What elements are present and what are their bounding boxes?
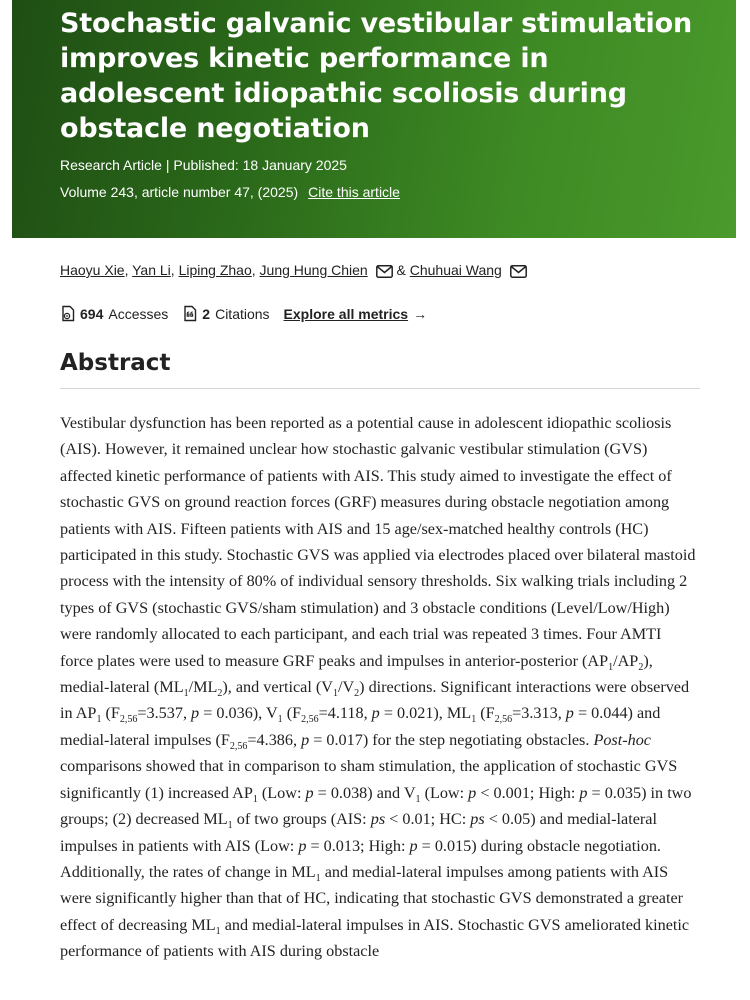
author-link[interactable]: Jung Hung Chien — [259, 262, 368, 278]
article-title: Stochastic galvanic vestibular stimulation improves kinetic performance in adolescent idiopathic scoliosis during obstacle negotiation — [60, 8, 692, 144]
citations-icon — [182, 305, 198, 322]
article-type: Research Article — [60, 157, 162, 173]
accesses-label: Accesses — [108, 305, 169, 322]
citations-label: Citations — [215, 305, 270, 322]
cite-article-link[interactable]: Cite this article — [308, 184, 400, 200]
author-link[interactable]: Liping Zhao — [178, 262, 252, 278]
arrow-right-icon[interactable]: → — [413, 305, 428, 322]
author-link[interactable]: Chuhuai Wang — [409, 262, 502, 278]
author-list: Haoyu Xie, Yan Li, Liping Zhao, Jung Hung Chien & Chuhuai Wang — [60, 262, 527, 278]
author-link[interactable]: Haoyu Xie — [60, 262, 125, 278]
accesses-count: 694 — [80, 305, 104, 322]
author-link[interactable]: Yan Li — [132, 262, 171, 278]
meta-separator: | — [165, 157, 174, 173]
explore-metrics-link[interactable]: Explore all metrics — [283, 305, 409, 322]
abstract-heading: Abstract — [60, 350, 171, 376]
accesses-icon — [60, 305, 76, 322]
article-meta — [60, 157, 347, 173]
published-date: Published: 18 January 2025 — [173, 157, 347, 173]
article-metrics — [60, 305, 427, 322]
article-header — [12, 0, 736, 238]
email-icon[interactable] — [510, 265, 527, 278]
citations-count: 2 — [202, 305, 211, 322]
abstract-text: Vestibular dysfunction has been reported as a potential cause in adolescent idiopathic scoliosis (AIS). However, it remained unclear how stochastic galvanic vestibular stimulation (GVS) affected kinetic performance of patients with AIS. This study aimed to investigate the effect of stochastic GVS on ground reaction forces (GRF) measures during obstacle negotiation among patients with AIS. Fifteen patients with AIS and 15 age/sex-matched healthy controls (HC) participated in this study. Stochastic GVS was applied via electrodes placed over bilateral mastoid process with the intensity of 80% of individual sensory thresholds. Six walking trials including 2 types of GVS (stochastic GVS/sham stimulation) and 3 obstacle conditions (Level/Low/High) were randomly allocated to each participant, and each trial was repeated 3 times. Four AMTI force plates were used to measure GRF peaks and impulses in anterior-posterior $(AP_1/AP_2)$, medial-lateral $(ML_1/ML_2)$, and vertical $(V_1/V_2)$ directions. Significant interactions were observed in $AP_1$ ($F_{2,56}=3.537$, p = 0.036), $V_1$ ($F_{2,56}=4.118$, p = 0.021), $ML_1$ ($F_{2,56}=3.313$, p = 0.044) and medial-lateral impulses ($F_{2,56}=4.386$, p = 0.017) for the step negotiating obstacles. Post-hoc comparisons showed that in comparison to sham stimulation, the application of stochastic GVS significantly (1) increased $AP_1$ (Low: p = 0.038) and $V_1$ (Low: p < 0.001; High: p = 0.035) in two groups; (2) decreased $ML_1$ of two groups (AIS: ps < 0.01; HC: ps < 0.05) and medial-lateral impulses in patients with AIS (Low: p = 0.013; High: p = 0.015) during obstacle negotiation. Additionally, the rates of change in $ML_1$ and medial-lateral impulses among patients with AIS were significantly higher than that of HC, indicating that stochastic GVS demonstrated a greater effect of decreasing $ML_1$ and medial-lateral impulses in AIS. Stochastic GVS ameliorated kinetic performance of patients with AIS during obstacle — [60, 414, 696, 961]
section-divider — [60, 388, 700, 389]
volume-info: Volume 243, article number 47, (2025) — [60, 184, 299, 200]
volume-line — [60, 184, 400, 200]
email-icon[interactable] — [376, 265, 393, 278]
